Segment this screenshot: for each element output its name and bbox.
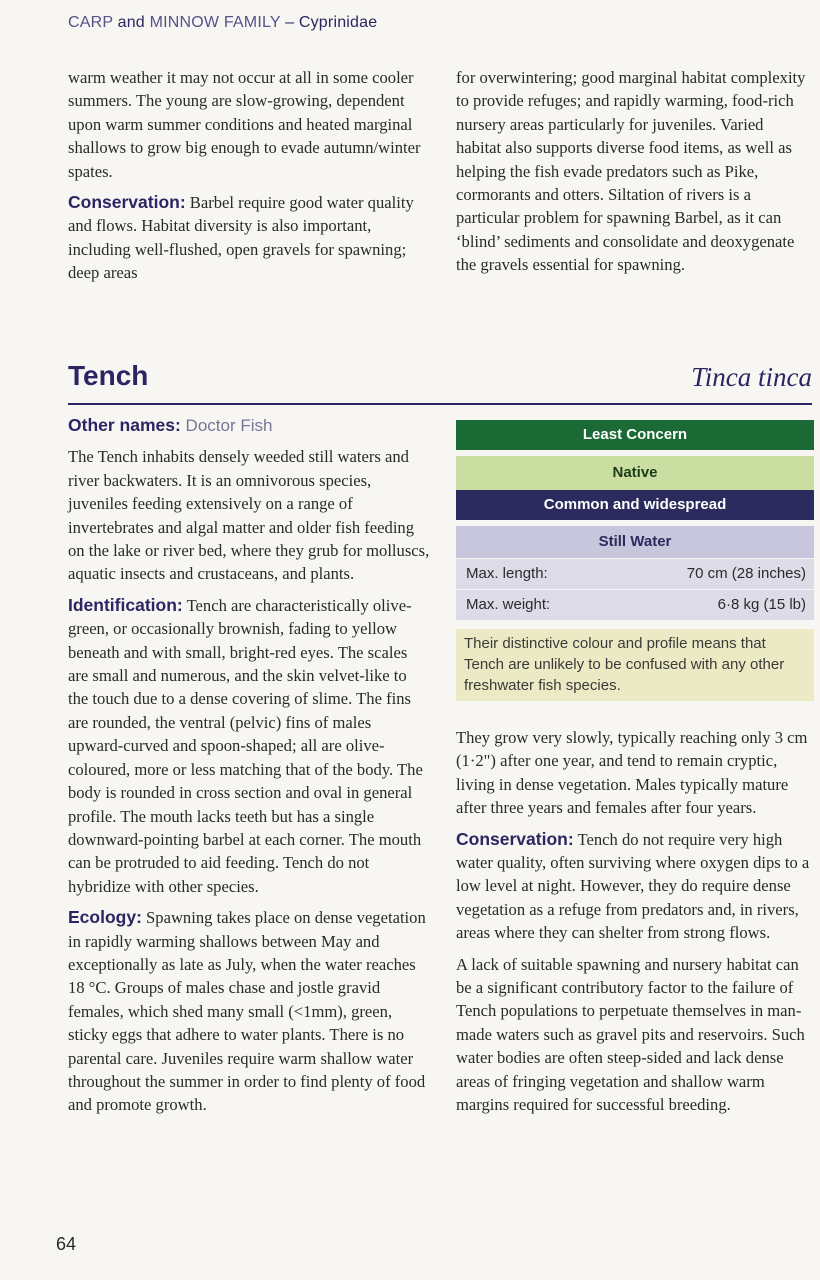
ecology-text: Spawning takes place on dense vegetation in rapidly warming shallows between May and exceptionally as late as July, when the water reaches 18 °C. Groups of males chase and jostle gravid females, which shed many small (<1mm), green, sticky eggs that adhere to water plants. There is no parental care. Juveniles require warm shallow water throughout the summer in order to find plenty of food and promote growth. [68,908,426,1115]
tench-column-left [68,414,430,1125]
confusion-note: Their distinctive colour and profile means that Tench are unlikely to be confused with any other freshwater fish species. [456,629,814,701]
status-still-water: Still Water [456,526,814,558]
tench-conservation-paragraph [456,828,814,945]
barbel-conservation-text: Barbel require good water quality and flows. Habitat diversity is also important, including well-flushed, open gravels for spawning; deep areas [68,193,414,283]
identification-label: Identification: [68,594,183,615]
barbel-column-right [456,66,812,285]
running-header [68,14,377,32]
max-length-label: Max. length: [466,565,548,582]
identification-paragraph [68,594,430,898]
tench-intro: The Tench inhabits densely weeded still waters and river backwaters. It is an omnivorous species, juveniles feeding extensively on a range of invertebrates and algal matter and older fish feeding on the lake or river bed, where they grub for molluscs, aquatic insects and crustaceans, and plants. [68,447,430,584]
header-family: MINNOW FAMILY [149,14,281,31]
barbel-intro: warm weather it may not occur at all in some cooler summers. The young are slow-growing, dependent upon warm summer conditions and heated marginal shallows to grow big enough to evade autumn/winter spates. [68,68,421,181]
page-number: 64 [56,1234,77,1254]
header-and: and [112,14,150,31]
ecology-label: Ecology: [68,907,142,928]
growth-paragraph: They grow very slowly, typically reaching only 3 cm (1·2") after one year, and tend to remain cryptic, living in dense vegetation. Males typically mature after three years and females after four years. [456,728,808,818]
max-length-value: 70 cm (28 inches) [686,565,806,582]
tench-column-right [456,726,814,1125]
max-length-row [456,559,814,589]
barbel-conservation-continued: for overwintering; good marginal habitat complexity to provide refuges; and rapidly warming, food-rich nursery areas particularly for juveniles. Varied habitat also supports diverse food items, as well as helping the fish evade predators such as Pike, cormorants and otters. Siltation of rivers is a particular problem for spawning Barbel, as it can ‘blind’ sediments and consolidate and deoxygenate the gravels essential for spawning. [456,68,806,275]
status-common-widespread: Common and widespread [456,490,814,520]
header-carp: CARP [68,14,113,31]
header-scientific: – Cyprinidae [280,14,378,31]
max-weight-label: Max. weight: [466,596,551,613]
max-weight-row [456,590,814,620]
status-least-concern: Least Concern [456,420,814,450]
habitat-paragraph: A lack of suitable spawning and nursery habitat can be a significant contributory factor to the failure of Tench populations to perpetuate themselves in man-made waters such as gravel pits and reservoirs. Such water bodies are often steep-sided and lack dense areas of fringing vegetation and shallow warm margins required for successful breeding. [456,954,805,1115]
other-names-paragraph [68,414,430,437]
barbel-conservation-paragraph [68,191,424,285]
other-names-label: Other names: [68,415,181,435]
ecology-paragraph [68,906,430,1117]
tench-conservation-label: Conservation: [456,828,574,849]
barbel-conservation-label: Conservation: [68,192,186,213]
tench-conservation-text: Tench do not require very high water quality, often surviving where oxygen dips to a low level at night. However, they do require dense vegetation as a refuge from predators and, in rivers, areas where they can shelter from strong flows. [456,829,810,943]
status-native: Native [456,456,814,490]
title-divider [68,403,812,405]
species-latin-name: Tinca tinca [691,362,812,392]
barbel-column-left [68,66,424,293]
species-common-name: Tench [68,360,149,391]
identification-text: Tench are characteristically olive-green, or occasionally brownish, fading to yellow beneath and with small, bright-red eyes. The scales are small and numerous, and the skin velvet-like to the touch due to a dense covering of slime. The fins are rounded, the ventral (pelvic) fins of males upward-curved and spoon-shaped; all are olive-coloured, more or less matching that of the body. The body is rounded in cross section and oval in general profile. The mouth lacks teeth but has a single downward-pointing barbel at each corner. The mouth can be protruded to aid feeding. Tench do not hybridize with other species. [68,595,423,896]
other-names-value: Doctor Fish [180,416,273,435]
max-weight-value: 6·8 kg (15 lb) [717,596,806,613]
